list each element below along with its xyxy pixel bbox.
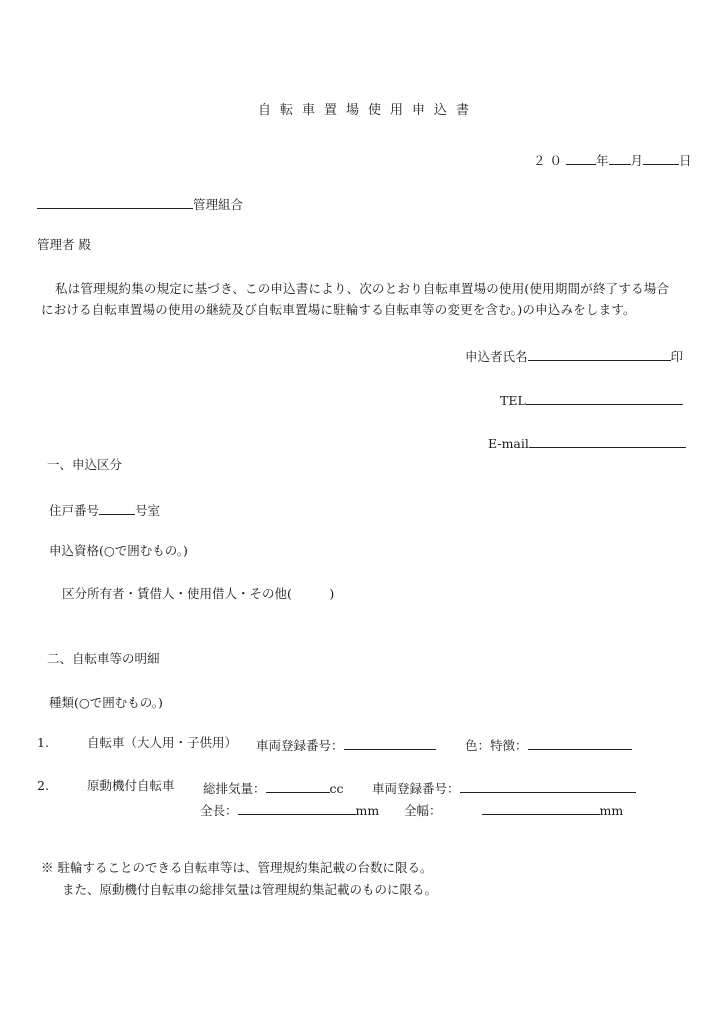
item2-displacement-label: 総排気量： (203, 781, 266, 796)
item2-name[interactable]: 原動機付自転車 (87, 778, 175, 793)
item2-width-field[interactable] (482, 800, 600, 815)
item2-number: 2. (37, 778, 49, 793)
applicant-name-label: 申込者氏名 (465, 349, 528, 364)
item1-name[interactable]: 自転車（大人用・子供用） (87, 735, 238, 750)
year-field[interactable] (566, 150, 596, 165)
applicant-name-row (465, 346, 683, 365)
email-row (488, 433, 686, 452)
qualification-label: 申込資格(○で囲むもの。) (49, 543, 188, 558)
document-title: 自転車置場使用申込書 (258, 103, 479, 118)
date-row (533, 150, 692, 169)
unit-row (49, 500, 160, 519)
item2-width-label: 全幅： (404, 803, 442, 818)
note-line-1: ※ 駐輪することのできる自転車等は、管理規約集記載の台数に限る。 (41, 860, 433, 875)
tel-row (500, 390, 683, 409)
date-era-prefix: ２０ (533, 153, 567, 168)
year-label: 年 (596, 153, 609, 168)
association-name-field[interactable] (37, 194, 193, 209)
type-label: 種類(○で囲むもの。) (49, 695, 163, 710)
body-line-1: 私は管理規約集の規定に基づき、この申込書により、次のとおり自転車置場の使用(使用期間が終了する場合 (55, 281, 670, 296)
section1-heading: 一、申込区分 (47, 457, 123, 472)
day-label: 日 (679, 153, 692, 168)
note-line-2: また、原動機付自転車の総排気量は管理規約集記載のものに限る。 (62, 882, 438, 897)
item2-length-field[interactable] (238, 800, 356, 815)
month-label: 月 (630, 153, 644, 168)
item1-color-field[interactable] (528, 735, 632, 750)
item2-reg-label: 車両登録番号： (372, 781, 460, 796)
item1-number: 1. (37, 735, 49, 750)
item2-reg-field[interactable] (460, 778, 636, 793)
association-label: 管理組合 (193, 197, 244, 212)
item1-color-row (465, 735, 632, 754)
month-field[interactable] (609, 150, 631, 165)
body-line-2: における自転車置場の使用の継続及び自転車置場に駐輪する自転車等の変更を含む。)の申込みをします。 (41, 302, 636, 317)
item2-reg-row (372, 778, 636, 797)
unit-number-field[interactable] (99, 500, 135, 515)
unit-suffix: 号室 (135, 503, 161, 518)
seal-label: 印 (670, 349, 684, 364)
email-field[interactable] (529, 433, 686, 448)
applicant-name-field[interactable] (528, 346, 671, 361)
item1-color-label: 色：特徴： (465, 738, 528, 753)
qualification-options[interactable]: 区分所有者・賃借人・使用借人・その他( ) (62, 586, 335, 601)
tel-label: TEL (500, 393, 526, 408)
day-field[interactable] (643, 150, 679, 165)
item2-width-row (404, 800, 623, 819)
email-label: E-mail (488, 436, 529, 451)
section2-heading: 二、自転車等の明細 (47, 651, 160, 666)
item2-width-unit: mm (599, 803, 624, 818)
item2-length-row (200, 800, 379, 819)
item2-length-unit: mm (355, 803, 380, 818)
item2-displacement-unit: cc (329, 781, 344, 796)
item2-length-label: 全長： (200, 803, 238, 818)
association-row (37, 194, 243, 213)
item2-displacement-row (203, 778, 344, 797)
tel-field[interactable] (526, 390, 683, 405)
item1-reg-label: 車両登録番号： (256, 738, 344, 753)
item2-displacement-field[interactable] (266, 778, 330, 793)
item1-reg-row (256, 735, 436, 754)
manager-label: 管理者 殿 (37, 237, 91, 252)
unit-label: 住戸番号 (49, 503, 100, 518)
item1-reg-field[interactable] (344, 735, 436, 750)
